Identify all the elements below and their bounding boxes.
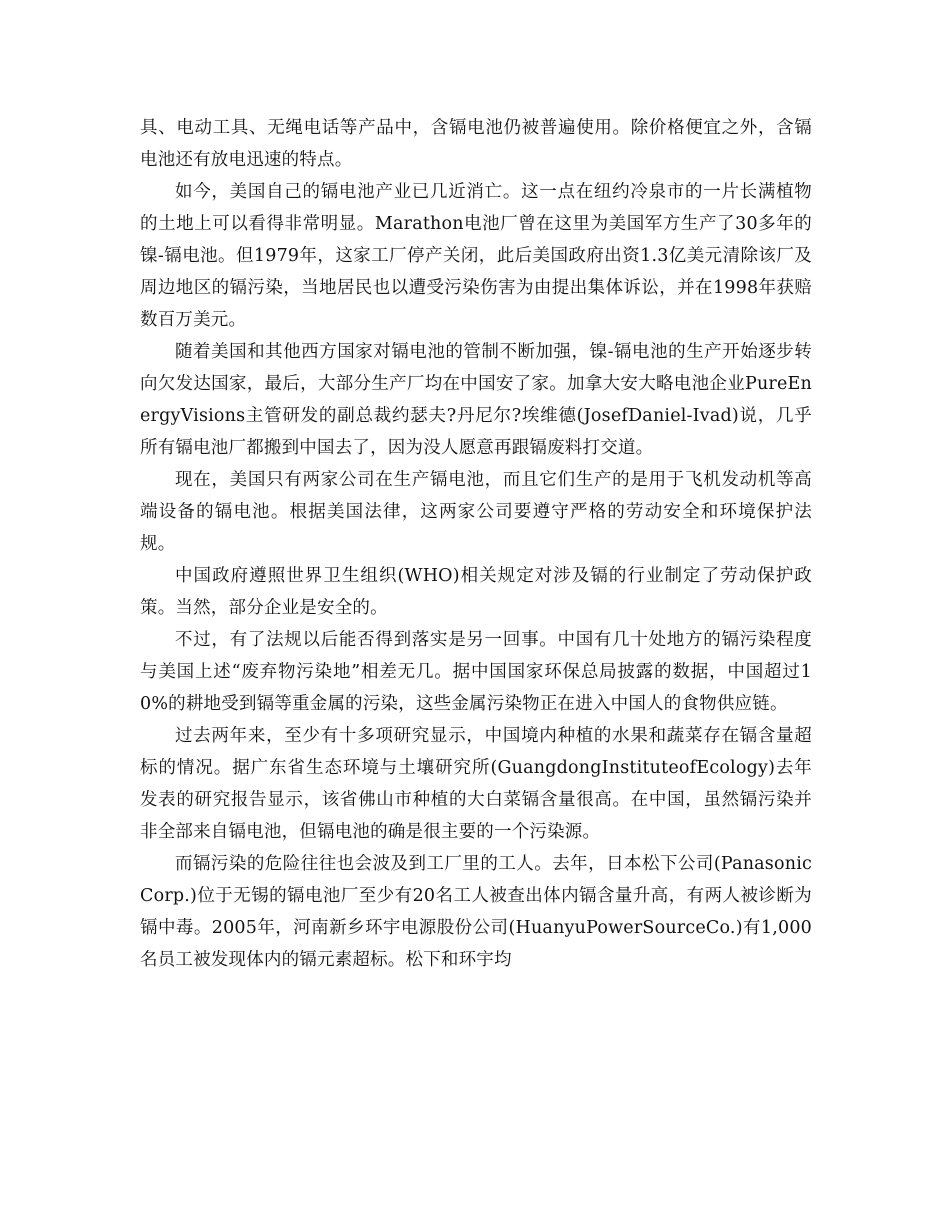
paragraph: 中国政府遵照世界卫生组织(WHO)相关规定对涉及镉的行业制定了劳动保护政策。当然，部分企业是安全的。	[140, 566, 812, 618]
article-body	[140, 112, 812, 976]
paragraph: 具、电动工具、无绳电话等产品中，含镉电池仍被普遍使用。除价格便宜之外，含镉电池还有放电迅速的特点。	[140, 118, 812, 170]
paragraph: 现在，美国只有两家公司在生产镉电池，而且它们生产的是用于飞机发动机等高端设备的镉电池。根据美国法律，这两家公司要遵守严格的劳动安全和环境保护法规。	[140, 470, 812, 554]
paragraph: 如今，美国自己的镉电池产业已几近消亡。这一点在纽约冷泉市的一片长满植物的土地上可以看得非常明显。Marathon电池厂曾在这里为美国军方生产了30多年的镍-镉电池。但1979年，这家工厂停产关闭，此后美国政府出资1.3亿美元清除该厂及周边地区的镉污染，当地居民也以遭受污染伤害为由提出集体诉讼，并在1998年获赔数百万美元。	[140, 182, 812, 330]
paragraph: 而镉污染的危险往往也会波及到工厂里的工人。去年，日本松下公司(PanasonicCorp.)位于无锡的镉电池厂至少有20名工人被查出体内镉含量升高，有两人被诊断为镉中毒。2005年，河南新乡环宇电源股份公司(HuanyuPowerSourceCo.)有1,000名员工被发现体内的镉元素超标。松下和环宇均	[140, 854, 812, 970]
paragraph: 随着美国和其他西方国家对镉电池的管制不断加强，镍-镉电池的生产开始逐步转向欠发达国家，最后，大部分生产厂均在中国安了家。加拿大安大略电池企业PureEnergyVisions主管研发的副总裁约瑟夫?丹尼尔?埃维德(JosefDaniel-Ivad)说，几乎所有镉电池厂都搬到中国去了，因为没人愿意再跟镉废料打交道。	[140, 342, 812, 458]
paragraph: 不过，有了法规以后能否得到落实是另一回事。中国有几十处地方的镉污染程度与美国上述“废弃物污染地”相差无几。据中国国家环保总局披露的数据，中国超过10%的耕地受到镉等重金属的污染，这些金属污染物正在进入中国人的食物供应链。	[140, 630, 812, 714]
paragraph: 过去两年来，至少有十多项研究显示，中国境内种植的水果和蔬菜存在镉含量超标的情况。据广东省生态环境与土壤研究所(GuangdongInstituteofEcology)去年发表的研究报告显示，该省佛山市种植的大白菜镉含量很高。在中国，虽然镉污染并非全部来自镉电池，但镉电池的确是很主要的一个污染源。	[140, 726, 812, 842]
